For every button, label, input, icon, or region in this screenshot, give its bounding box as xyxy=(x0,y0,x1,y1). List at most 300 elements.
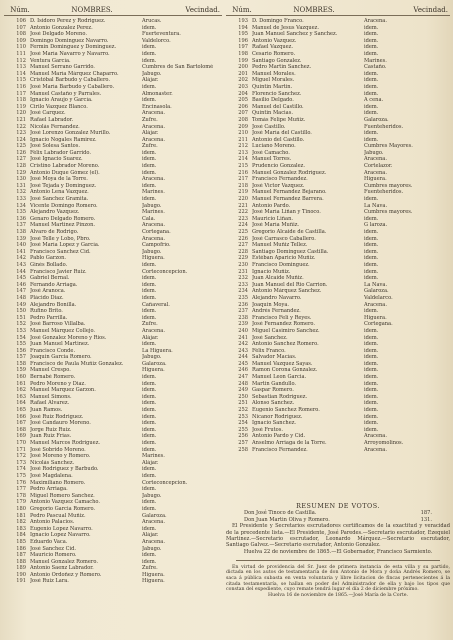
entry-neighborhood: idem. xyxy=(142,407,157,414)
list-item xyxy=(4,335,222,342)
entry-number: 177 xyxy=(16,486,26,493)
entry-number: 121 xyxy=(16,116,26,123)
entry-number: 190 xyxy=(16,571,26,578)
entry-number: 168 xyxy=(16,426,26,433)
entry-name: Pedro Martin Sanchez. xyxy=(252,64,312,71)
entry-neighborhood: Aracena. xyxy=(142,235,165,242)
entry-neighborhood: Galaroza. xyxy=(364,116,389,123)
entry-name: José Sanchez Gramita. xyxy=(30,196,89,203)
entry-name: Juan Alcaide Muñiz. xyxy=(252,275,304,282)
list-item xyxy=(226,71,450,78)
entry-name: José Candauro Moreno. xyxy=(30,420,91,427)
entry-neighborhood: idem. xyxy=(142,149,157,156)
entry-neighborhood: Valdelorco. xyxy=(142,37,171,44)
list-item xyxy=(4,519,222,526)
list-item xyxy=(4,242,222,249)
entry-name: Mauricio Romero. xyxy=(30,552,77,559)
entry-name: Manuel del Castillo. xyxy=(252,103,304,110)
entry-name: Ramon Corona Gonzalez. xyxy=(252,367,318,374)
entry-number: 237 xyxy=(238,308,248,315)
names-header: NOMBRES. xyxy=(293,6,335,14)
list-item xyxy=(4,433,222,440)
entry-name: Jorge Ruiz Ruiz. xyxy=(30,426,72,433)
vote-count: 131. xyxy=(420,516,432,523)
list-item xyxy=(226,137,450,144)
entry-number: 238 xyxy=(238,314,248,321)
entry-neighborhood: idem. xyxy=(364,235,379,242)
entry-name: Ginés Bollado. xyxy=(30,261,68,268)
entry-name: José María Liñan y Tinoco. xyxy=(252,209,321,216)
entry-neighborhood: idem. xyxy=(364,367,379,374)
entry-name: Juan Manuel Sanchez y Sanchez. xyxy=(252,31,338,38)
entry-neighborhood: Fuerteventura. xyxy=(142,31,181,38)
entry-neighborhood: idem. xyxy=(364,24,379,31)
entry-number: 165 xyxy=(16,407,26,414)
list-item xyxy=(4,18,222,25)
list-item xyxy=(226,51,450,58)
entry-number: 248 xyxy=(238,380,248,387)
num-header: Núm. xyxy=(10,6,30,14)
entry-name: Ignacio Muñiz. xyxy=(252,268,291,275)
entry-name: Félix Labrador Garrido. xyxy=(30,149,92,156)
entry-neighborhood: idem. xyxy=(142,182,157,189)
entry-number: 215 xyxy=(238,163,248,170)
entry-number: 244 xyxy=(238,354,248,361)
entry-number: 180 xyxy=(16,505,26,512)
list-item xyxy=(4,328,222,335)
list-item xyxy=(4,104,222,111)
list-item xyxy=(4,275,222,282)
entry-name: José Castillo. xyxy=(252,123,286,130)
entry-neighborhood: idem. xyxy=(364,103,379,110)
list-item xyxy=(4,156,222,163)
entry-name: Anselmo Arriaga de la Torre. xyxy=(252,440,327,446)
entry-neighborhood: Arroyomolinos. xyxy=(364,440,404,446)
list-item xyxy=(226,262,450,269)
entry-name: José Sobrido Moreno. xyxy=(30,446,86,453)
entry-name: Antonio Duque Gómez (el). xyxy=(30,169,100,176)
entry-number: 206 xyxy=(238,103,248,110)
list-item xyxy=(226,150,450,157)
entry-neighborhood: Alájar. xyxy=(142,334,159,341)
entry-neighborhood: idem. xyxy=(142,558,157,565)
list-item xyxy=(4,440,222,447)
entry-name: Manuel Muñiz Tellez. xyxy=(252,242,308,249)
list-item xyxy=(4,394,222,401)
list-item xyxy=(226,38,450,45)
entry-number: 154 xyxy=(16,334,26,341)
entry-neighborhood: idem. xyxy=(142,393,157,400)
list-item xyxy=(4,236,222,243)
entry-neighborhood: idem. xyxy=(364,393,379,400)
entry-name: Gabriel Bernal. xyxy=(30,275,70,282)
list-item xyxy=(4,216,222,223)
entry-number: 158 xyxy=(16,360,26,367)
entry-neighborhood: Castaño. xyxy=(364,64,387,71)
list-item xyxy=(4,71,222,78)
entry-neighborhood: Galaroza. xyxy=(364,288,389,295)
entry-neighborhood: idem. xyxy=(364,70,379,77)
list-item xyxy=(4,249,222,256)
entry-number: 186 xyxy=(16,545,26,552)
entry-neighborhood: Fuenteheridos. xyxy=(364,189,404,196)
entry-name: José Solesa Santos. xyxy=(30,143,80,150)
list-item xyxy=(226,124,450,131)
list-item xyxy=(4,38,222,45)
list-item xyxy=(4,64,222,71)
entry-neighborhood: Valdelarco. xyxy=(364,294,393,301)
entry-neighborhood: Higuera. xyxy=(142,367,165,374)
entry-neighborhood: idem. xyxy=(364,268,379,275)
entry-number: 208 xyxy=(238,116,248,123)
entry-name: Antonio Saenz Labrador. xyxy=(30,565,94,572)
entry-number: 176 xyxy=(16,479,26,486)
entry-number: 156 xyxy=(16,347,26,354)
entry-number: 212 xyxy=(238,143,248,150)
entry-number: 181 xyxy=(16,512,26,519)
entry-number: 150 xyxy=(16,308,26,315)
entry-name: D. Domingo Franco. xyxy=(252,18,304,24)
list-item xyxy=(226,348,450,355)
entry-neighborhood: Zufre. xyxy=(142,143,158,150)
list-item xyxy=(226,97,450,104)
entry-name: Alejandro Vazquez. xyxy=(30,209,80,216)
list-item xyxy=(226,282,450,289)
entry-neighborhood: Galaroza. xyxy=(142,512,167,519)
entry-neighborhood: idem. xyxy=(142,486,157,493)
entry-neighborhood: Marines. xyxy=(142,209,165,216)
entry-name: Nicolás Fernandez. xyxy=(30,123,80,130)
list-item xyxy=(4,506,222,513)
list-item xyxy=(4,486,222,493)
entry-neighborhood: idem. xyxy=(142,156,157,163)
entry-neighborhood: Jabugo. xyxy=(142,70,162,77)
entry-neighborhood: Galaroza. xyxy=(142,360,167,367)
list-item xyxy=(226,170,450,177)
list-item xyxy=(226,354,450,361)
entry-name: Manuel Martinez Pinzon. xyxy=(30,222,96,229)
entry-number: 117 xyxy=(16,90,26,97)
left-header xyxy=(4,6,222,16)
entry-name: José Barroso Villalba. xyxy=(30,321,86,328)
entry-neighborhood: idem. xyxy=(364,83,379,90)
entry-neighborhood: idem. xyxy=(142,294,157,301)
entry-neighborhood: idem. xyxy=(142,387,157,394)
entry-number: 134 xyxy=(16,202,26,209)
entry-neighborhood: Marines. xyxy=(364,57,387,64)
entry-number: 133 xyxy=(16,196,26,203)
list-item xyxy=(226,176,450,183)
entry-neighborhood: Alájar. xyxy=(142,77,159,84)
entry-neighborhood: Jabugo. xyxy=(364,149,384,156)
list-item xyxy=(4,302,222,309)
list-item xyxy=(226,387,450,394)
entry-name: Cristino Labrador Moreno. xyxy=(30,163,100,170)
entry-neighborhood: idem. xyxy=(364,261,379,268)
entry-number: 240 xyxy=(238,327,248,334)
entry-neighborhood: idem. xyxy=(142,50,157,57)
entry-number: 143 xyxy=(16,261,26,268)
list-item xyxy=(226,163,450,170)
entry-neighborhood: idem. xyxy=(142,472,157,479)
list-item xyxy=(226,295,450,302)
list-item xyxy=(4,137,222,144)
list-item xyxy=(226,302,450,309)
list-item xyxy=(4,183,222,190)
entry-neighborhood: Aracena. xyxy=(364,18,387,24)
entry-name: José Sanchez. xyxy=(252,334,288,341)
list-item xyxy=(4,77,222,84)
entry-neighborhood: Fuenteheridos. xyxy=(364,123,404,130)
entry-number: 254 xyxy=(238,420,248,427)
list-item xyxy=(226,58,450,65)
entry-neighborhood: Cumbres mayores. xyxy=(364,209,413,216)
entry-name: Francisco Sanchez Cid. xyxy=(30,248,91,255)
entry-number: 106 xyxy=(16,18,26,24)
list-item xyxy=(4,315,222,322)
entry-neighborhood: idem. xyxy=(142,169,157,176)
list-item xyxy=(4,143,222,150)
entry-name: Francisco Conde. xyxy=(30,347,76,354)
list-item xyxy=(226,308,450,315)
entry-neighborhood: idem. xyxy=(142,505,157,512)
entry-name: Félix Franco. xyxy=(252,347,286,354)
entry-name: José Ruiz Lara. xyxy=(30,578,69,585)
entry-neighborhood: idem. xyxy=(142,466,157,473)
entry-number: 247 xyxy=(238,374,248,381)
list-item xyxy=(4,124,222,131)
entry-number: 132 xyxy=(16,189,26,196)
entry-name: José Aranoca. xyxy=(30,288,66,295)
list-item xyxy=(4,578,222,585)
entry-name: Pablo Garzon. xyxy=(30,255,67,262)
list-item xyxy=(226,143,450,150)
entry-number: 224 xyxy=(238,222,248,229)
entry-neighborhood: Cumbres mayores. xyxy=(364,182,413,189)
list-item xyxy=(4,460,222,467)
entry-name: Francisco Fernandez. xyxy=(252,176,308,183)
entry-name: José Moreno y Romero. xyxy=(30,453,91,460)
entry-name: Antonio Pardo. xyxy=(252,202,291,209)
entry-number: 108 xyxy=(16,31,26,38)
entry-name: José Fernandez Romero. xyxy=(252,321,316,328)
list-item xyxy=(4,255,222,262)
entry-name: Rafael Alvarez. xyxy=(30,400,70,407)
signature-line: Huelva 22 de noviembre de 1865.—El Gobernador, Francisco Sarmiento. xyxy=(243,548,433,555)
entry-number: 164 xyxy=(16,400,26,407)
entry-number: 220 xyxy=(238,196,248,203)
list-item xyxy=(4,367,222,374)
list-item xyxy=(4,499,222,506)
entry-number: 189 xyxy=(16,565,26,572)
entry-name: José María del Castillo. xyxy=(252,130,312,137)
entry-name: Luciano Moreno. xyxy=(252,143,296,150)
entry-name: Florencio Sanchez. xyxy=(252,90,302,97)
entry-neighborhood: Higuera. xyxy=(142,571,165,578)
entry-number: 162 xyxy=(16,387,26,394)
entry-name: José Ruiz Rodriguez. xyxy=(30,413,84,420)
entry-name: Ignacio Sanchez. xyxy=(252,420,297,427)
entry-neighborhood: idem. xyxy=(142,196,157,203)
entry-neighborhood: Jabugo. xyxy=(142,545,162,552)
entry-number: 129 xyxy=(16,169,26,176)
entry-name: Manuel Leon Garcia. xyxy=(252,374,307,381)
list-item xyxy=(4,189,222,196)
entry-number: 148 xyxy=(16,294,26,301)
entry-number: 122 xyxy=(16,123,26,130)
list-item xyxy=(4,110,222,117)
entry-number: 188 xyxy=(16,558,26,565)
entry-number: 256 xyxy=(238,433,248,440)
entry-number: 161 xyxy=(16,380,26,387)
entry-neighborhood: idem. xyxy=(364,387,379,394)
entry-neighborhood: Cala. xyxy=(142,215,156,222)
entry-number: 127 xyxy=(16,156,26,163)
entry-name: Manuel Márquez Collejo. xyxy=(30,327,96,334)
entry-neighborhood: Jabugo. xyxy=(142,202,162,209)
entry-number: 157 xyxy=(16,354,26,361)
entry-neighborhood: idem. xyxy=(364,380,379,387)
list-item xyxy=(226,335,450,342)
list-item xyxy=(226,130,450,137)
entry-number: 169 xyxy=(16,433,26,440)
entry-neighborhood: idem. xyxy=(364,110,379,117)
entry-number: 131 xyxy=(16,182,26,189)
entry-neighborhood: Alájar. xyxy=(142,459,159,466)
entry-neighborhood: idem. xyxy=(364,413,379,420)
entry-neighborhood: Aracena. xyxy=(364,169,387,176)
entry-neighborhood: Arucas. xyxy=(142,18,162,24)
entry-number: 119 xyxy=(16,103,26,110)
entry-neighborhood: idem. xyxy=(142,552,157,559)
entry-name: Fermin Dominguez y Dominguez. xyxy=(30,44,117,51)
list-item xyxy=(4,532,222,539)
list-item xyxy=(4,196,222,203)
entry-name: Bernabé Romero. xyxy=(30,374,76,381)
list-item xyxy=(226,440,450,447)
entry-name: Manuel María Márquez Chaparro. xyxy=(30,70,119,77)
entry-number: 257 xyxy=(238,440,248,446)
entry-neighborhood: idem. xyxy=(142,380,157,387)
entry-number: 159 xyxy=(16,367,26,374)
list-item xyxy=(4,44,222,51)
list-item xyxy=(226,110,450,117)
entry-number: 110 xyxy=(16,44,26,51)
entry-neighborhood: idem. xyxy=(364,347,379,354)
entry-neighborhood: idem. xyxy=(142,314,157,321)
list-item xyxy=(226,414,450,421)
entry-name: José Rodriguez y Barbudo. xyxy=(30,466,99,473)
entry-name: Alvaro de Rodrigo. xyxy=(30,229,79,235)
entry-name: Miguel Romero Sanchez. xyxy=(30,492,95,499)
list-item xyxy=(4,407,222,414)
entry-number: 137 xyxy=(16,222,26,229)
entry-number: 229 xyxy=(238,255,248,262)
entry-neighborhood: idem. xyxy=(364,308,379,315)
entry-neighborhood: Aracena. xyxy=(142,136,165,143)
entry-number: 195 xyxy=(238,31,248,38)
entry-number: 140 xyxy=(16,242,26,249)
list-item xyxy=(4,25,222,32)
list-item xyxy=(4,493,222,500)
entry-neighborhood: Zufre. xyxy=(142,116,158,123)
list-item xyxy=(4,552,222,559)
entry-number: 173 xyxy=(16,459,26,466)
entry-name: José Frutos. xyxy=(252,426,283,433)
entry-number: 135 xyxy=(16,209,26,216)
entry-neighborhood: Jabugo. xyxy=(142,492,162,499)
entry-number: 233 xyxy=(238,281,248,288)
entry-name: Manuel Torres. xyxy=(252,156,292,163)
list-item xyxy=(4,84,222,91)
list-item xyxy=(226,275,450,282)
entry-name: Antonio Pardo y Cid. xyxy=(252,433,306,440)
entry-name: Antonio Márquez Sanchez. xyxy=(252,288,322,295)
entry-neighborhood: La Nava. xyxy=(364,202,388,209)
entry-number: 211 xyxy=(238,136,248,143)
entry-neighborhood: idem. xyxy=(142,413,157,420)
entry-name: Joaquin Moya. xyxy=(252,301,290,308)
entry-neighborhood: idem. xyxy=(364,248,379,255)
entry-number: 205 xyxy=(238,97,248,104)
list-item xyxy=(226,288,450,295)
entry-name: José Camacho. xyxy=(252,149,290,156)
entry-neighborhood: idem. xyxy=(364,374,379,381)
certification-text: El Presidente y Secretarios escrutadores certificamos de la exactitud y veracidad de la precedente lista.—El Presidente, José Paredes.—Secretario escrutador, Ezequiel Martinez.—Secretario escrutador, Leonardo Márquez.—Secretario escrutador, Santiago Galvez.—Secretario escrutador, Antonio González. xyxy=(226,523,450,549)
entry-number: 223 xyxy=(238,215,248,222)
list-item xyxy=(4,546,222,553)
entry-neighborhood: Corteconcepcion. xyxy=(142,479,188,486)
vote-name: Don Juan Martin Oliva y Romero. xyxy=(244,516,330,523)
entry-name: Rafael Vazquez. xyxy=(252,44,293,51)
entry-number: 225 xyxy=(238,229,248,235)
entry-number: 152 xyxy=(16,321,26,328)
entry-name: Cirilo Vazquez Blanco. xyxy=(30,103,88,110)
list-item xyxy=(226,374,450,381)
entry-name: José Gonzalez Moreno y Rios. xyxy=(30,334,107,341)
entry-name: Manuel Fernandez Bejarano. xyxy=(252,189,327,196)
list-item xyxy=(4,341,222,348)
entry-neighborhood: idem. xyxy=(142,440,157,446)
entry-neighborhood: idem. xyxy=(364,400,379,407)
entry-number: 138 xyxy=(16,229,26,235)
entry-name: Salvador Macías. xyxy=(252,354,297,361)
entry-number: 246 xyxy=(238,367,248,374)
list-item xyxy=(226,341,450,348)
entry-name: Basilio Delgado. xyxy=(252,97,294,104)
entry-neighborhood: idem. xyxy=(142,281,157,288)
entry-number: 193 xyxy=(238,18,248,24)
entry-number: 163 xyxy=(16,393,26,400)
list-item xyxy=(4,170,222,177)
entry-number: 145 xyxy=(16,275,26,282)
entry-name: Joaquin Garcia Romero. xyxy=(30,354,92,361)
entry-neighborhood: idem. xyxy=(364,420,379,427)
entry-name: José María Lopez y García. xyxy=(30,242,100,249)
entry-number: 221 xyxy=(238,202,248,209)
entry-name: Manuel de Jesus Vazquez. xyxy=(252,24,319,31)
entry-name: Estéban Aparicio Muñiz. xyxy=(252,255,316,262)
entry-name: Manuel Serrano Garrido. xyxy=(30,64,95,71)
entry-name: Eugenio Lopez Navarro. xyxy=(30,525,93,532)
entry-name: Rafael Labrador. xyxy=(30,116,74,123)
list-item xyxy=(4,209,222,216)
entry-name: Antonio Lena Vazquez. xyxy=(30,189,89,196)
entry-number: 183 xyxy=(16,525,26,532)
list-item xyxy=(4,381,222,388)
entry-number: 128 xyxy=(16,163,26,170)
entry-name: Quintin Macias. xyxy=(252,110,293,117)
